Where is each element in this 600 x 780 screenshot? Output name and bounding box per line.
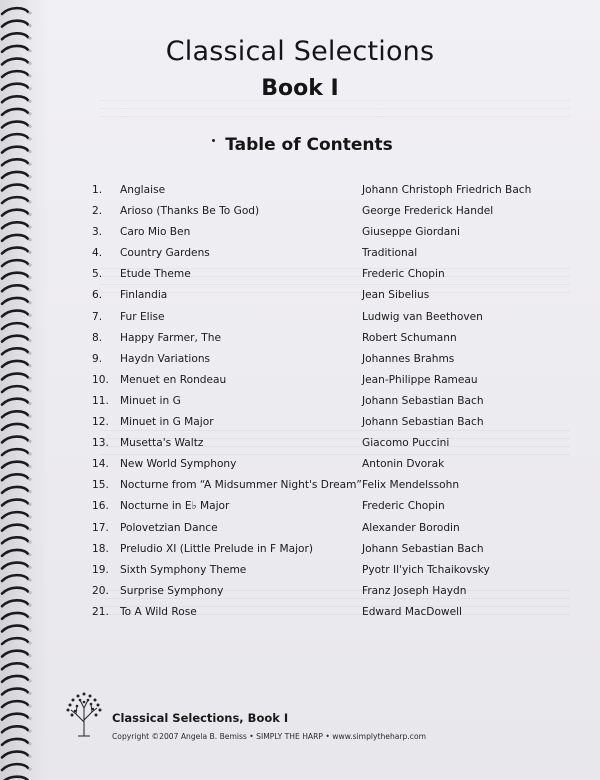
- toc-entry: [92, 518, 562, 539]
- entry-piece-title: Menuet en Rondeau: [120, 373, 227, 386]
- footer-title: Classical Selections, Book I: [112, 711, 289, 725]
- spiral-coil: [2, 210, 28, 216]
- toc-entry: [92, 243, 562, 264]
- spiral-coil: [2, 311, 28, 317]
- punch-hole: [28, 704, 31, 707]
- entry-number: 13.: [92, 437, 109, 450]
- spiral-coil: [2, 600, 28, 606]
- entry-composer: Jean-Philippe Rameau: [362, 373, 478, 386]
- punch-hole: [28, 314, 31, 317]
- entry-composer: Jean Sibelius: [362, 289, 430, 302]
- spiral-binding-icon: [0, 0, 34, 780]
- spiral-coil: [2, 386, 28, 392]
- entry-composer: Johann Sebastian Bach: [362, 542, 484, 555]
- spiral-coil: [2, 323, 28, 329]
- punch-hole: [28, 427, 31, 430]
- spiral-coil: [2, 122, 28, 128]
- punch-hole: [28, 24, 31, 27]
- punch-hole: [28, 213, 31, 216]
- toc-entry: [92, 475, 562, 496]
- spiral-coil: [2, 449, 28, 455]
- spiral-coil: [2, 575, 28, 581]
- toc-heading: Table of Contents: [225, 135, 393, 155]
- spiral-coil: [2, 689, 28, 695]
- punch-hole: [28, 125, 31, 128]
- entry-composer: Johannes Brahms: [362, 352, 455, 365]
- entry-number: 7.: [92, 310, 103, 323]
- punch-hole: [28, 389, 31, 392]
- toc-entry: [92, 496, 562, 517]
- punch-hole: [28, 188, 31, 191]
- entry-composer: Antonin Dvorak: [362, 458, 445, 471]
- spiral-coil: [2, 764, 28, 770]
- toc-entry: [92, 454, 562, 475]
- spiral-coil: [2, 197, 28, 203]
- punch-hole: [28, 200, 31, 203]
- spiral-coil: [2, 361, 28, 367]
- entry-number: 4.: [92, 247, 103, 260]
- entry-composer: Johann Sebastian Bach: [362, 416, 484, 429]
- punch-hole: [28, 301, 31, 304]
- toc-entry: [92, 433, 562, 454]
- punch-hole: [28, 163, 31, 166]
- entry-piece-title: Finlandia: [120, 289, 168, 302]
- punch-hole: [28, 654, 31, 657]
- entry-piece-title: Arioso (Thanks Be To God): [120, 205, 260, 218]
- punch-hole: [28, 767, 31, 770]
- punch-hole: [28, 415, 31, 418]
- spiral-coil: [2, 462, 28, 468]
- spiral-coil: [2, 273, 28, 279]
- spiral-coil: [2, 613, 28, 619]
- punch-hole: [28, 679, 31, 682]
- entry-composer: Traditional: [362, 247, 418, 260]
- toc-entry: [92, 560, 562, 581]
- punch-hole: [28, 112, 31, 115]
- punch-hole: [28, 616, 31, 619]
- entry-piece-title: Musetta's Waltz: [120, 437, 204, 450]
- toc-entry: [92, 370, 562, 391]
- spiral-coil: [2, 374, 28, 380]
- toc-entry: [92, 201, 562, 222]
- punch-hole: [28, 490, 31, 493]
- page-subtitle: Book I: [261, 76, 339, 101]
- punch-hole: [28, 553, 31, 556]
- spiral-coil: [2, 399, 28, 405]
- spiral-coil: [2, 474, 28, 480]
- spiral-coil: [2, 109, 28, 115]
- spiral-coil: [2, 525, 28, 531]
- spiral-coil: [2, 159, 28, 165]
- entry-piece-title: Haydn Variations: [120, 352, 211, 365]
- toc-entry: [92, 264, 562, 285]
- entry-composer: Johann Sebastian Bach: [362, 394, 484, 407]
- punch-hole: [28, 263, 31, 266]
- punch-hole: [28, 11, 31, 14]
- punch-hole: [28, 289, 31, 292]
- spiral-coil: [2, 563, 28, 569]
- entry-composer: Edward MacDowell: [362, 605, 462, 618]
- punch-hole: [28, 591, 31, 594]
- spiral-coil: [2, 298, 28, 304]
- entry-piece-title: Anglaise: [120, 184, 166, 196]
- punch-hole: [28, 566, 31, 569]
- entry-piece-title: Sixth Symphony Theme: [120, 563, 247, 576]
- entry-composer: Felix Mendelssohn: [362, 479, 460, 492]
- toc-entry: [92, 328, 562, 349]
- toc-entry: [92, 539, 562, 560]
- spiral-coil: [2, 248, 28, 254]
- toc-entry: [92, 307, 562, 328]
- entry-number: 17.: [92, 521, 109, 534]
- tree-icon: [62, 688, 106, 738]
- punch-hole: [28, 641, 31, 644]
- entry-composer: George Frederick Handel: [362, 205, 494, 218]
- spiral-coil: [2, 172, 28, 178]
- footer-copyright: Copyright ©2007 Angela B. Bemiss • SIMPLY THE HARP • www.simplytheharp.com: [112, 732, 427, 741]
- entry-piece-title: Fur Elise: [120, 310, 165, 323]
- entry-number: 8.: [92, 331, 103, 344]
- punch-hole: [28, 629, 31, 632]
- punch-hole: [28, 515, 31, 518]
- punch-hole: [28, 667, 31, 670]
- punch-hole: [28, 364, 31, 367]
- punch-hole: [28, 402, 31, 405]
- punch-hole: [28, 238, 31, 241]
- entry-piece-title: Polovetzian Dance: [120, 521, 218, 534]
- punch-hole: [28, 465, 31, 468]
- entry-piece-title: Country Gardens: [120, 247, 210, 260]
- entry-piece-title: Happy Farmer, The: [120, 331, 221, 344]
- punch-hole: [28, 226, 31, 229]
- spiral-coil: [2, 424, 28, 430]
- spiral-coil: [2, 21, 28, 27]
- entry-piece-title: Caro Mio Ben: [120, 226, 191, 239]
- punch-hole: [28, 730, 31, 733]
- spiral-coil: [2, 336, 28, 342]
- toc-entry: [92, 285, 562, 306]
- spiral-coil: [2, 537, 28, 543]
- entry-composer: Frederic Chopin: [362, 500, 445, 513]
- toc-entry: [92, 581, 562, 602]
- entry-number: 9.: [92, 352, 103, 365]
- toc-entry: [92, 412, 562, 433]
- punch-hole: [28, 604, 31, 607]
- punch-hole: [28, 452, 31, 455]
- spiral-coil: [2, 714, 28, 720]
- spiral-coil: [2, 638, 28, 644]
- spiral-coil: [2, 701, 28, 707]
- punch-hole: [28, 578, 31, 581]
- spiral-coil: [2, 285, 28, 291]
- entry-composer: Franz Joseph Haydn: [362, 584, 467, 597]
- entry-piece-title: Nocturne from “A Midsummer Night's Dream”: [120, 479, 362, 492]
- spiral-coil: [2, 739, 28, 745]
- spiral-coil: [2, 348, 28, 354]
- table-of-contents: [92, 180, 562, 623]
- entry-number: 6.: [92, 289, 103, 302]
- entry-number: 19.: [92, 563, 109, 576]
- spiral-coil: [2, 260, 28, 266]
- toc-entry: [92, 602, 562, 623]
- entry-piece-title: To A Wild Rose: [120, 605, 197, 618]
- punch-hole: [28, 503, 31, 506]
- punch-hole: [28, 175, 31, 178]
- entry-piece-title: Surprise Symphony: [120, 584, 224, 597]
- spiral-coil: [2, 651, 28, 657]
- spiral-coil: [2, 726, 28, 732]
- punch-hole: [28, 755, 31, 758]
- spiral-coil: [2, 437, 28, 443]
- entry-number: 11.: [92, 394, 109, 407]
- punch-hole: [28, 717, 31, 720]
- entry-composer: Pyotr Il'yich Tchaikovsky: [362, 563, 490, 576]
- spiral-coil: [2, 550, 28, 556]
- entry-number: 18.: [92, 542, 109, 555]
- punch-hole: [28, 742, 31, 745]
- entry-composer: Ludwig van Beethoven: [362, 310, 483, 323]
- spiral-coil: [2, 185, 28, 191]
- entry-number: 21.: [92, 605, 109, 618]
- spiral-coil: [2, 8, 28, 14]
- spiral-coil: [2, 235, 28, 241]
- punch-hole: [28, 352, 31, 355]
- entry-composer: Robert Schumann: [362, 331, 457, 344]
- punch-hole: [28, 251, 31, 254]
- entry-composer: Giacomo Puccini: [362, 437, 450, 450]
- entry-number: 1.: [92, 184, 103, 196]
- toc-entry: [92, 180, 562, 201]
- entry-number: 15.: [92, 479, 109, 492]
- spiral-coil: [2, 487, 28, 493]
- punch-hole: [28, 339, 31, 342]
- entry-piece-title: Minuet in G: [120, 394, 181, 407]
- punch-hole: [28, 541, 31, 544]
- spiral-coil: [2, 676, 28, 682]
- punch-hole: [28, 440, 31, 443]
- entry-number: 10.: [92, 373, 109, 386]
- entry-number: 16.: [92, 500, 109, 513]
- spiral-coil: [2, 588, 28, 594]
- punch-hole: [28, 528, 31, 531]
- spiral-coil: [2, 626, 28, 632]
- punch-hole: [28, 377, 31, 380]
- entry-piece-title: Minuet in G Major: [120, 416, 214, 429]
- punch-hole: [28, 326, 31, 329]
- entry-number: 14.: [92, 458, 109, 471]
- entry-piece-title: Etude Theme: [120, 268, 191, 281]
- entry-number: 12.: [92, 416, 109, 429]
- entry-piece-title: New World Symphony: [120, 458, 237, 471]
- toc-entry: [92, 391, 562, 412]
- spiral-coil: [2, 512, 28, 518]
- entry-composer: Giuseppe Giordani: [362, 226, 460, 239]
- entry-number: 3.: [92, 226, 103, 239]
- spiral-coil: [2, 222, 28, 228]
- entry-composer: Alexander Borodin: [362, 521, 460, 534]
- toc-entry: [92, 222, 562, 243]
- spiral-coil: [2, 663, 28, 669]
- toc-entry: [92, 349, 562, 370]
- entry-number: 20.: [92, 584, 109, 597]
- punch-hole: [28, 276, 31, 279]
- page-title: Classical Selections: [165, 36, 435, 67]
- entry-number: 5.: [92, 268, 103, 281]
- entry-number: 2.: [92, 205, 103, 218]
- punch-hole: [28, 692, 31, 695]
- entry-composer: Frederic Chopin: [362, 268, 445, 281]
- entry-composer: Johann Christoph Friedrich Bach: [362, 184, 532, 196]
- spiral-coil: [2, 411, 28, 417]
- entry-piece-title: Nocturne in E♭ Major: [120, 500, 230, 513]
- punch-hole: [28, 478, 31, 481]
- entry-piece-title: Preludio XI (Little Prelude in F Major): [120, 542, 314, 555]
- spiral-coil: [2, 752, 28, 758]
- spiral-coil: [2, 500, 28, 506]
